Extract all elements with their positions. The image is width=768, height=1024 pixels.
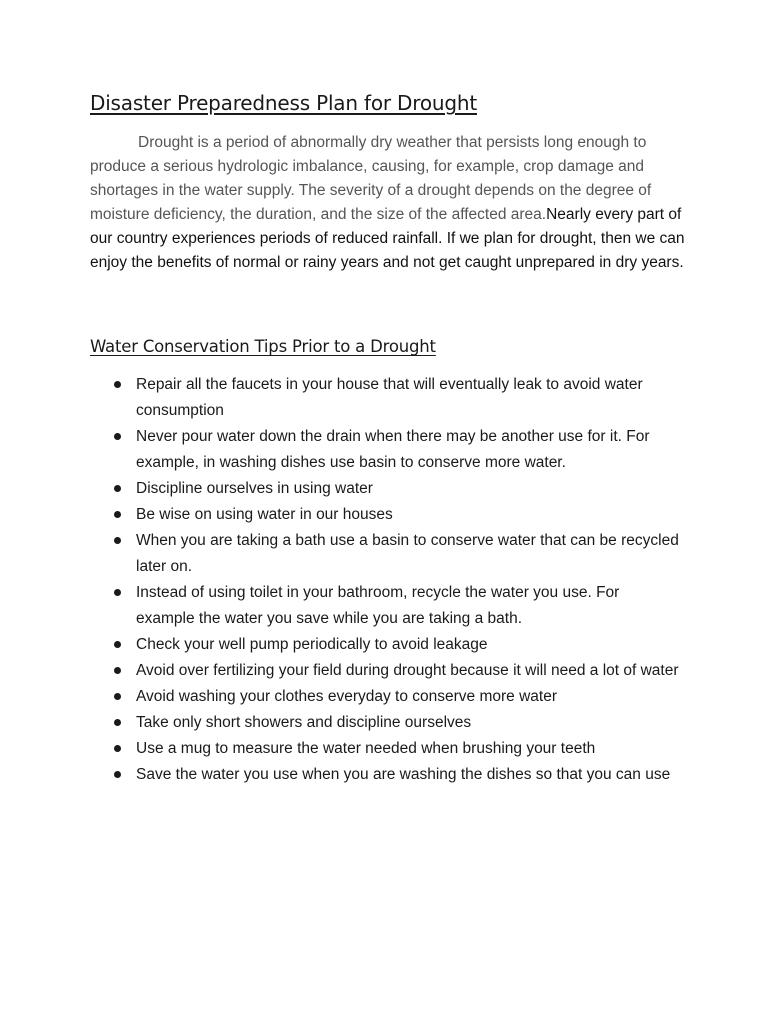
intro-lead-text: Drought is a period of abnormally dry weather that persists long enough to produce a serious hydrologic imbalance, causing, for example, crop damage and shortages in the water supply. The severity of a drought depends on the degree of moisture deficiency, the duration, and the size of the affected area. xyxy=(90,134,652,223)
bullet-icon xyxy=(114,511,121,518)
bullet-icon xyxy=(114,745,121,752)
bullet-icon xyxy=(114,433,121,440)
bullet-icon xyxy=(114,589,121,596)
list-item-text: When you are taking a bath use a basin to conserve water that can be recycled later on. xyxy=(136,532,679,575)
list-item-text: Repair all the faucets in your house that will eventually leak to avoid water consumption xyxy=(136,376,643,419)
bullet-icon xyxy=(114,693,121,700)
intro-paragraph xyxy=(90,131,690,275)
list-item-text: Avoid over fertilizing your field during drought because it will need a lot of water xyxy=(136,662,679,679)
tips-list xyxy=(112,372,682,788)
list-item xyxy=(112,736,682,762)
list-item-text: Save the water you use when you are washing the dishes so that you can use xyxy=(136,766,671,783)
bullet-icon xyxy=(114,485,121,492)
bullet-icon xyxy=(114,381,121,388)
document-title: Disaster Preparedness Plan for Drought xyxy=(90,91,477,115)
list-item xyxy=(112,762,682,788)
list-item-text: Discipline ourselves in using water xyxy=(136,480,373,497)
list-item xyxy=(112,658,682,684)
list-item xyxy=(112,710,682,736)
list-item xyxy=(112,502,682,528)
list-item xyxy=(112,632,682,658)
list-item xyxy=(112,580,682,632)
bullet-icon xyxy=(114,667,121,674)
list-item xyxy=(112,372,682,424)
list-item xyxy=(112,528,682,580)
bullet-icon xyxy=(114,537,121,544)
intro-rest-text: Nearly every part of our country experiences periods of reduced rainfall. If we plan for drought, then we can enjoy the benefits of normal or rainy years and not get caught unprepared in dry years. xyxy=(90,206,685,271)
list-item-text: Use a mug to measure the water needed when brushing your teeth xyxy=(136,740,596,757)
list-item-text: Be wise on using water in our houses xyxy=(136,506,393,523)
list-item-text: Instead of using toilet in your bathroom, recycle the water you use. For example the water you save while you are taking a bath. xyxy=(136,584,620,627)
list-item xyxy=(112,424,682,476)
list-item-text: Check your well pump periodically to avoid leakage xyxy=(136,636,488,653)
bullet-icon xyxy=(114,719,121,726)
list-item-text: Avoid washing your clothes everyday to conserve more water xyxy=(136,688,558,705)
section-title: Water Conservation Tips Prior to a Drought xyxy=(90,337,436,356)
list-item-text: Never pour water down the drain when there may be another use for it. For example, in washing dishes use basin to conserve more water. xyxy=(136,428,650,471)
list-item xyxy=(112,684,682,710)
list-item-text: Take only short showers and discipline ourselves xyxy=(136,714,472,731)
bullet-icon xyxy=(114,771,121,778)
list-item xyxy=(112,476,682,502)
bullet-icon xyxy=(114,641,121,648)
